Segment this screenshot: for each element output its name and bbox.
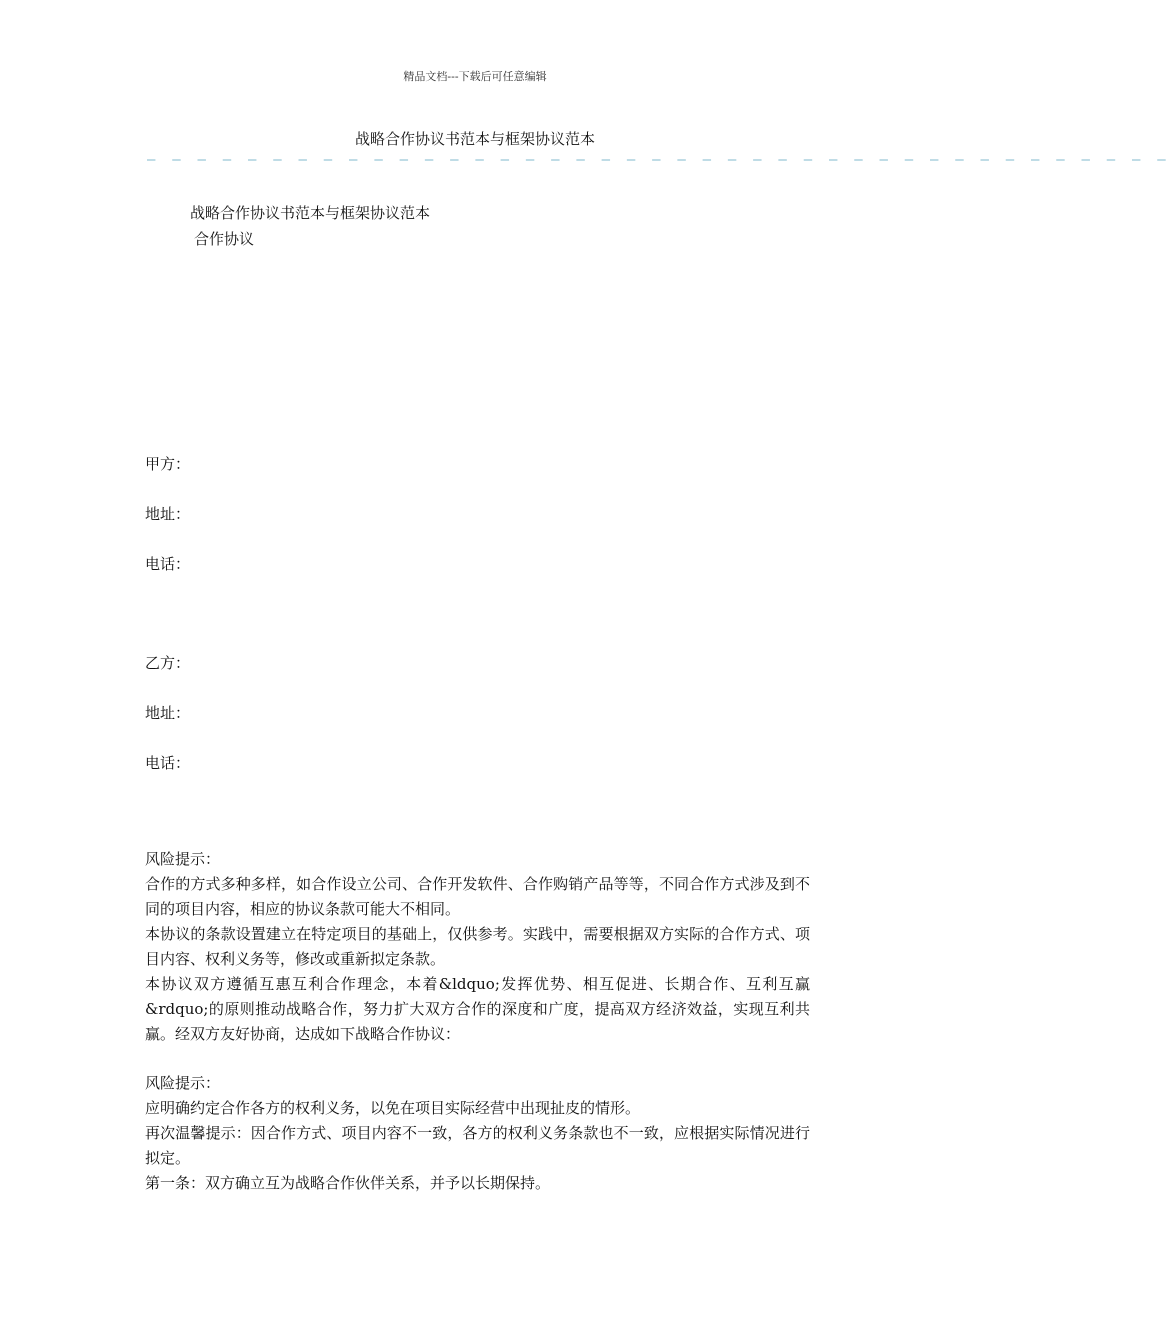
paragraph: 本协议的条款设置建立在特定项目的基础上，仅供参考。实践中，需要根据双方实际的合作方式、项目内容、权利义务等，修改或重新拟定条款。 [145,925,810,968]
party-b-label: 乙方： [145,654,191,672]
party-a-address-label: 地址： [145,505,191,523]
party-a-phone-label: 电话： [145,555,191,573]
paragraph: 合作的方式多种多样，如合作设立公司、合作开发软件、合作购销产品等等，不同合作方式涉及到不同的项目内容，相应的协议条款可能大不相同。 [145,875,810,918]
risk-notice-heading: 风险提示： [145,850,221,868]
subtitle-agreement: 合作协议 [194,230,255,248]
paragraph: 应明确约定合作各方的权利义务，以免在项目实际经营中出现扯皮的情形。 [145,1099,641,1117]
party-b-address-label: 地址： [145,704,191,722]
subtitle: 战略合作协议书范本与框架协议范本 [190,204,431,222]
risk-notice-section-2 [145,1071,810,1196]
title-divider: — — — — — — — — — — — — — — — — — — — — — — — — — — — — — — — — — — — — — — — — — [147,152,1170,168]
paragraph: 再次温馨提示：因合作方式、项目内容不一致，各方的权利义务条款也不一致，应根据实际情况进行拟定。 [145,1124,810,1167]
risk-notice-heading: 风险提示： [145,1074,221,1092]
party-a-label: 甲方： [145,455,191,473]
document-title: 战略合作协议书范本与框架协议范本 [354,130,595,148]
party-b-phone-label: 电话： [145,754,191,772]
article-one: 第一条：双方确立互为战略合作伙伴关系，并予以长期保持。 [145,1174,551,1192]
risk-notice-section-1 [145,847,810,1047]
header-note: 精品文档---下载后可任意编辑 [403,70,547,83]
paragraph: 本协议双方遵循互惠互利合作理念，本着&ldquo;发挥优势、相互促进、长期合作、互利互赢&rdquo;的原则推动战略合作，努力扩大双方合作的深度和广度，提高双方经济效益，实现互利共赢。经双方友好协商，达成如下战略合作协议： [145,975,810,1043]
